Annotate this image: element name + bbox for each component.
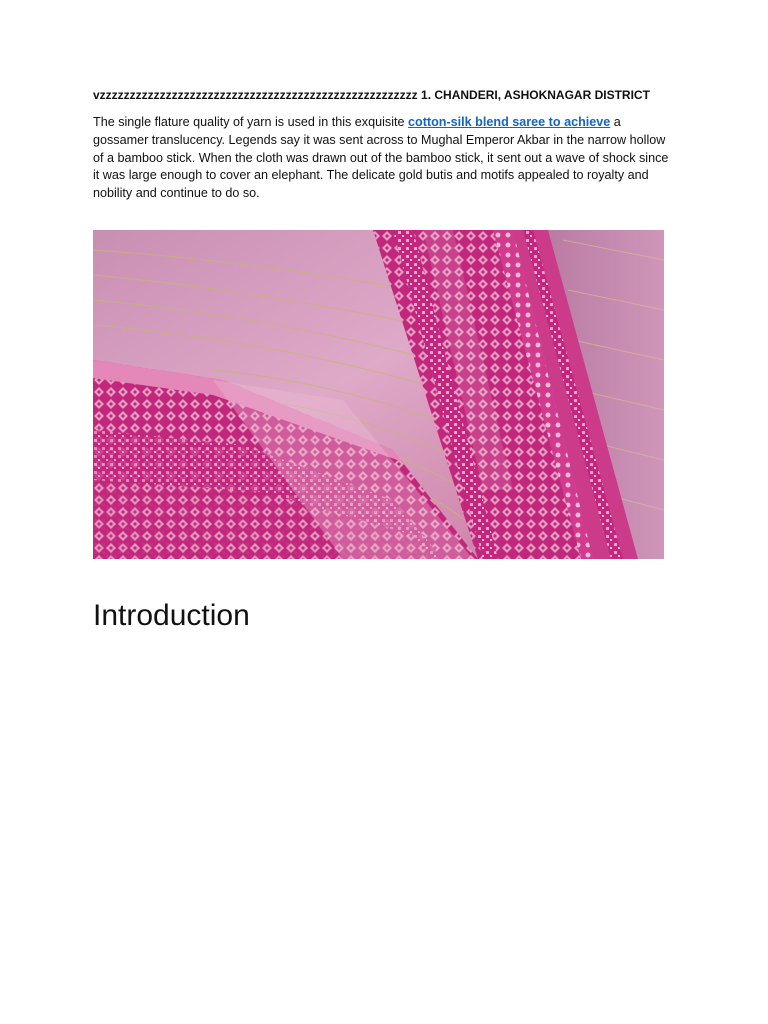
paragraph-text-start: The single flature quality of yarn is used in this exquisite bbox=[93, 115, 409, 129]
chanderi-saree-photo bbox=[93, 230, 664, 559]
section-heading-introduction: Introduction bbox=[93, 599, 250, 632]
paragraph-text-end: a gossamer translucency. Legends say it was sent across to Mughal Emperor Akbar in the narrow hollow of a bamboo stick. When the cloth was drawn out of the bamboo stick, it sent out a wave of shock since it was large enough to cover an elephant. The delicate gold butis and motifs appealed to royalty and nobility and continue to do so. bbox=[93, 115, 669, 201]
saree-link[interactable]: cotton-silk blend saree to achieve bbox=[408, 115, 611, 129]
heading-title: 1. CHANDERI, ASHOKNAGAR DISTRICT bbox=[421, 88, 650, 102]
body-paragraph bbox=[93, 114, 671, 203]
document-heading bbox=[93, 87, 693, 103]
heading-prefix: vzzzzzzzzzzzzzzzzzzzzzzzzzzzzzzzzzzzzzzzzzzzzzzzzzzzzz bbox=[93, 88, 418, 102]
